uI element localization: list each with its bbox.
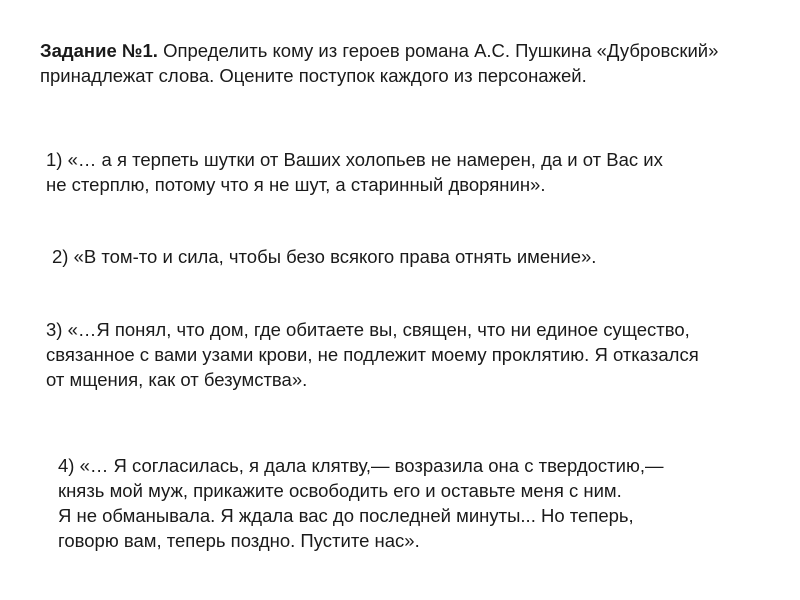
quote-3 [46, 317, 699, 392]
quote-1-line-2: не стерплю, потому что я не шут, а старинный дворянин». [46, 174, 546, 195]
quote-4-line-2: князь мой муж, прикажите освободить его и оставьте меня с ним. [58, 480, 622, 501]
quote-4 [58, 453, 664, 553]
task-heading [40, 38, 790, 88]
quote-3-line-1: 3) «…Я понял, что дом, где обитаете вы, священ, что ни единое существо, [46, 319, 690, 340]
task-label: Задание №1. [40, 40, 158, 61]
quote-3-line-2: связанное с вами узами крови, не подлежит моему проклятию. Я отказался [46, 344, 699, 365]
quote-3-line-3: от мщения, как от безумства». [46, 369, 308, 390]
task-heading-line-1 [40, 38, 790, 63]
task-text-line-1: Определить кому из героев романа А.С. Пушкина «Дубровский» [157, 40, 719, 61]
quote-1-line-1: 1) «… а я терпеть шутки от Ваших холопьев не намерен, да и от Вас их [46, 149, 663, 170]
quote-1 [46, 147, 663, 197]
quote-4-line-1: 4) «… Я согласилась, я дала клятву,— возразила она с твердостию,— [58, 455, 664, 476]
quote-2-line-1: 2) «В том-то и сила, чтобы безо всякого права отнять имение». [52, 246, 597, 267]
task-text-line-2: принадлежат слова. Оцените поступок каждого из персонажей. [40, 65, 587, 86]
quote-2 [52, 244, 596, 269]
quote-4-line-4: говорю вам, теперь поздно. Пустите нас». [58, 530, 420, 551]
quote-4-line-3: Я не обманывала. Я ждала вас до последней минуты... Но теперь, [58, 505, 634, 526]
